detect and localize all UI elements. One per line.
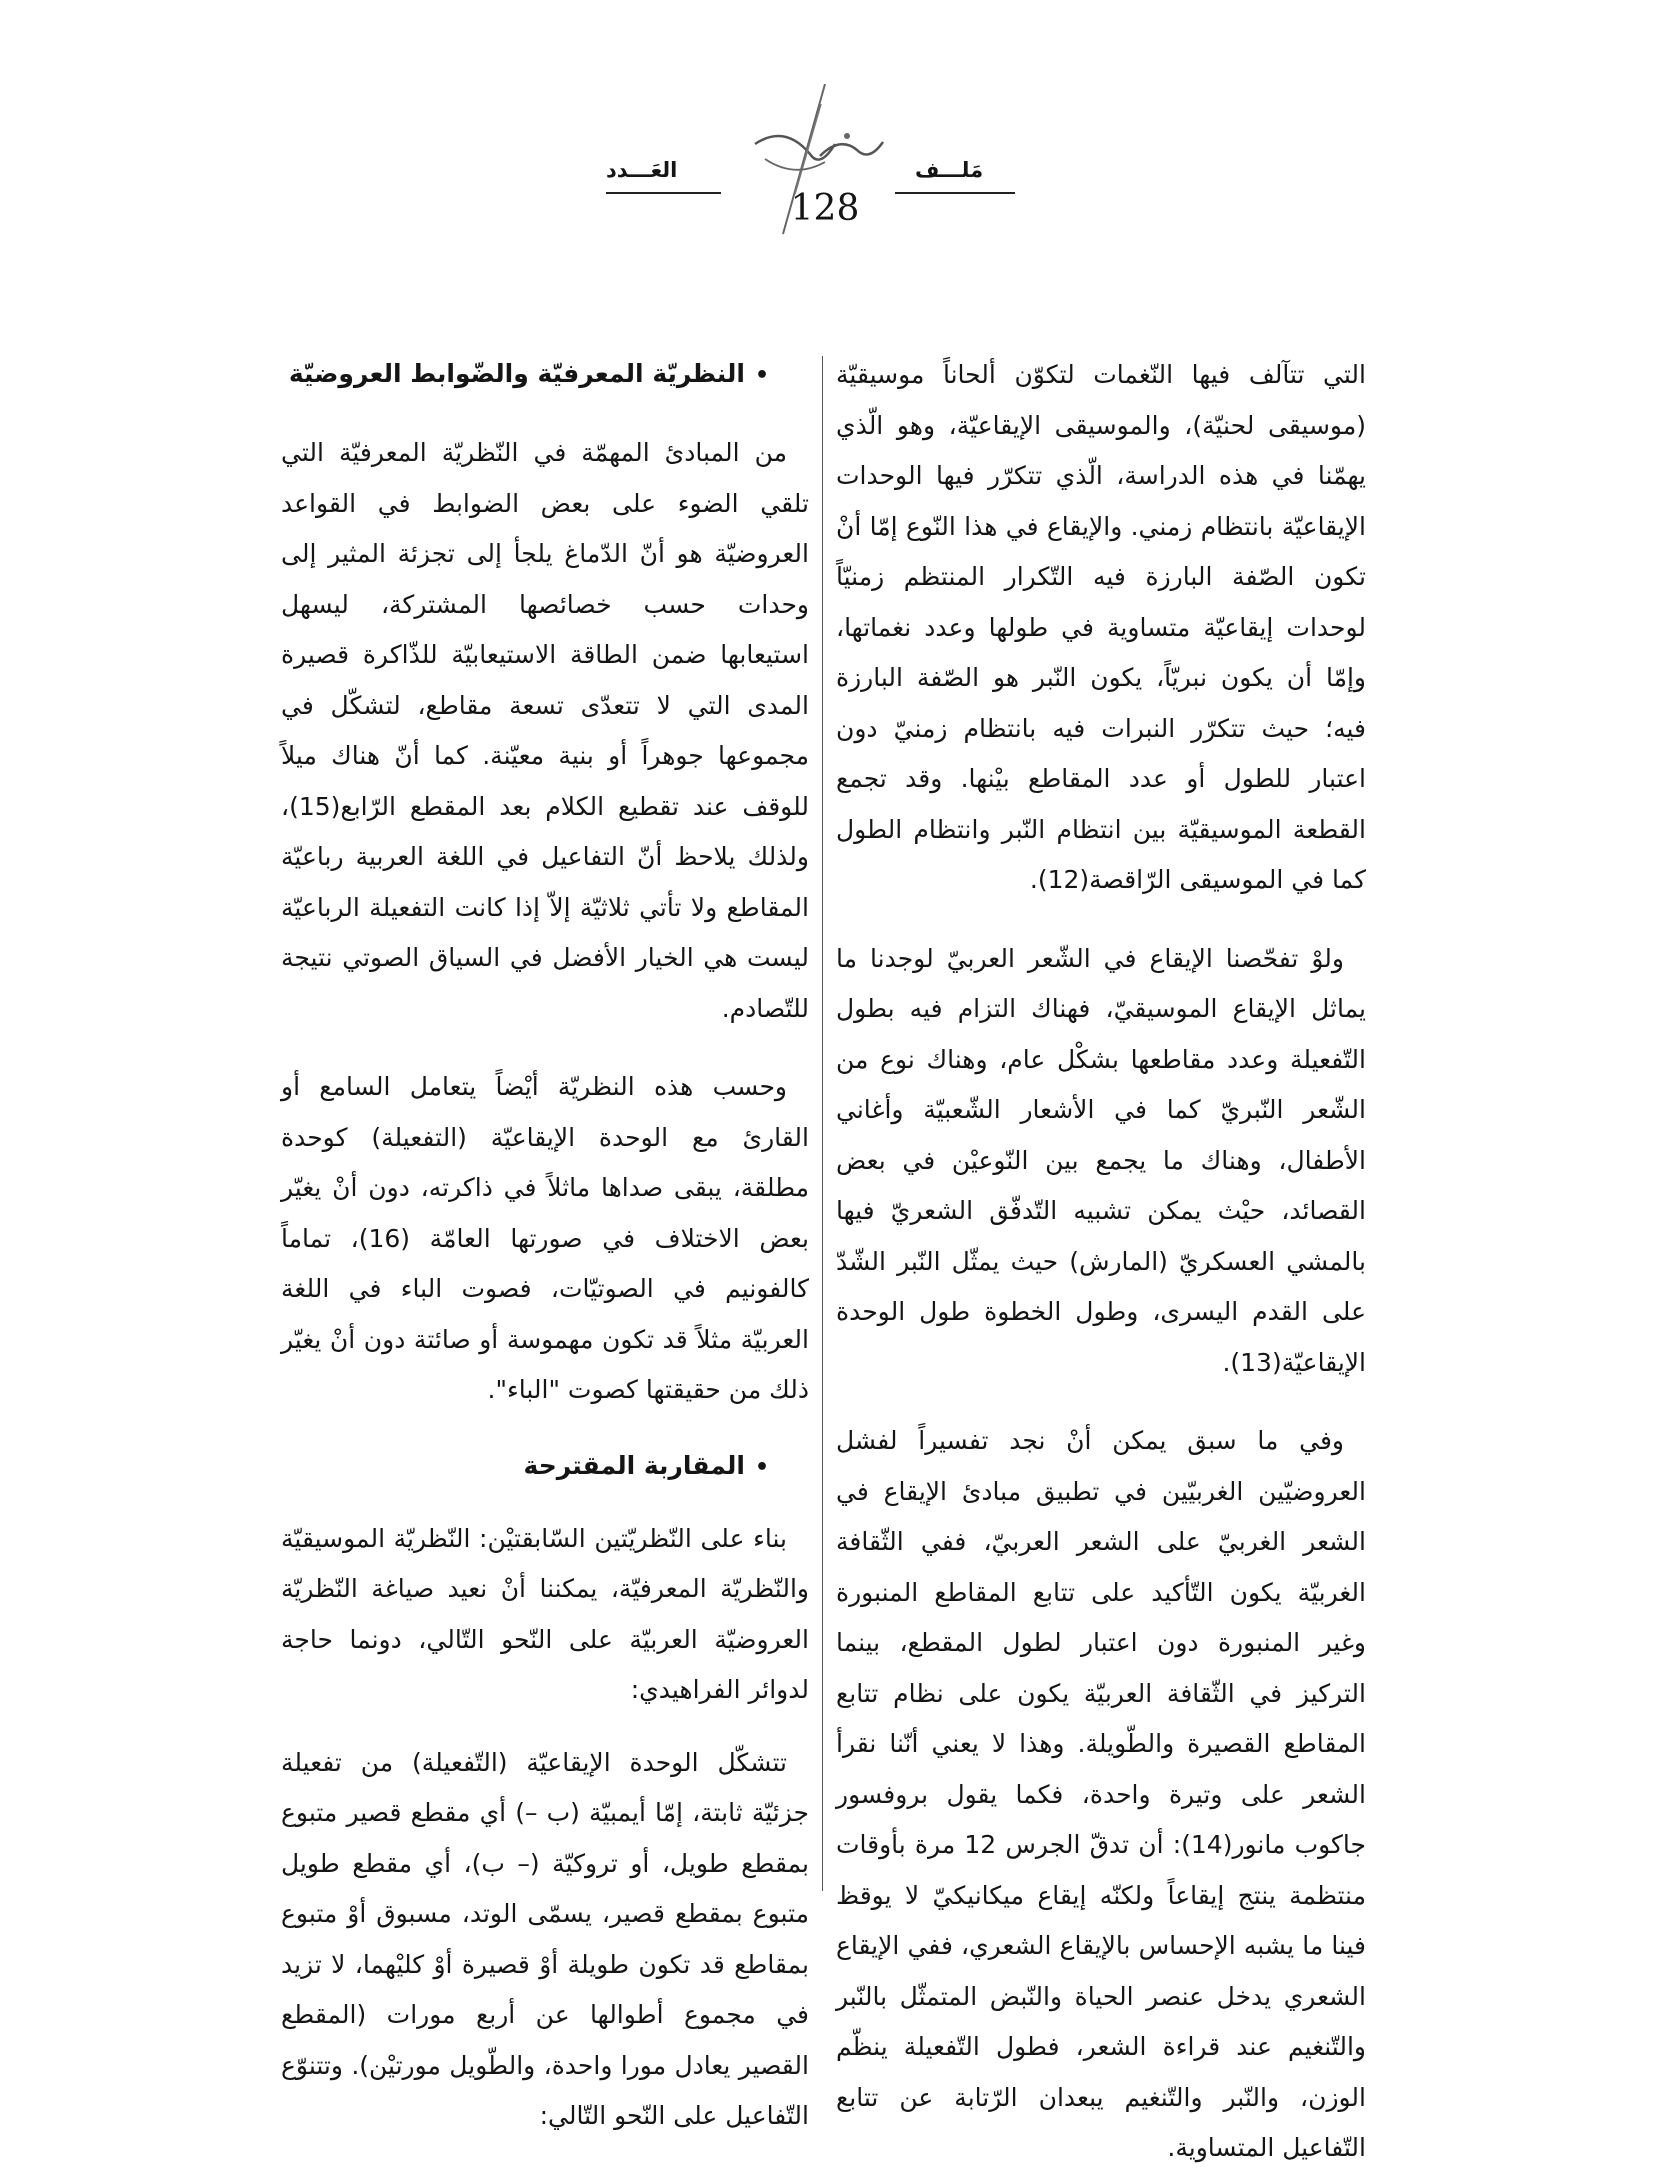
running-header bbox=[0, 80, 1654, 280]
right-column bbox=[836, 350, 1366, 2174]
left-column bbox=[281, 350, 809, 2142]
section-heading bbox=[281, 350, 809, 400]
paragraph: ولوْ تفحّصنا الإيقاع في الشّعر العربيّ لوجدنا ما يماثل الإيقاع الموسيقيّ، فهناك التزام فيه بطول التّفعيلة وعدد مقاطعها بشكْل عام، وهناك نوع من الشّعر النّبريّ كما في الأشعار الشّعبيّة وأغاني الأطفال، وهناك ما يجمع بين النّوعيْن في بعض القصائد، حيْث يمكن تشبيه التّدفّق الشعريّ فيها بالمشي العسكريّ (المارش) حيث يمثّل النّبر الشّدّ على القدم اليسرى، وطول الخطوة طول الوحدة الإيقاعيّة(13). bbox=[836, 943, 1366, 1377]
header-label-file: مَلـــف bbox=[915, 158, 984, 182]
paragraph: تتشكّل الوحدة الإيقاعيّة (التّفعيلة) من تفعيلة جزئيّة ثابتة، إمّا أيمبيّة (ب –) أي مقطع قصير متبوع بمقطع طويل، أو تروكيّة (– ب)، أي مقطع طويل متبوع بمقطع قصير، يسمّى الوتد، مسبوق أوْ متبوع بمقاطع قد تكون طويلة أوْ قصيرة أوْ كليْهما، لا تزيد في مجموع أطوالها عن أربع مورات (المقطع القصير يعادل مورا واحدة، والطّويل مورتيْن). وتتنوّع التّفاعيل على النّحو التّالي: bbox=[281, 1747, 809, 2130]
column-divider bbox=[822, 356, 823, 1891]
section-heading bbox=[281, 1442, 809, 1492]
paragraph: وحسب هذه النظريّة أيْضاً يتعامل السامع أو القارئ مع الوحدة الإيقاعيّة (التفعيلة) كوحدة مطلقة، يبقى صداها ماثلاً في ذاكرته، دون أنْ يغيّر بعض الاختلاف في صورتها العامّة (16)، تماماً كالفونيم في الصوتيّات، فصوت الباء في اللغة العربيّة مثلاً قد تكون مهموسة أو صائتة دون أنْ يغيّر ذلك من حقيقتها كصوت "الباء". bbox=[281, 1072, 809, 1404]
paragraph: التي تتآلف فيها النّغمات لتكوّن ألحاناً موسيقيّة (موسيقى لحنيّة)، والموسيقى الإيقاعيّة، وهو الّذي يهمّنا في هذه الدراسة، الّذي تتكرّر فيها الوحدات الإيقاعيّة بانتظام زمني. والإيقاع في هذا النّوع إمّا أنْ تكون الصّفة البارزة فيه التّكرار المنتظم زمنيّاً لوحدات إيقاعيّة متساوية في طولها وعدد نغماتها، وإمّا أن يكون نبريّاً، يكون النّبر هو الصّفة البارزة فيه؛ حيث تتكرّر النبرات فيه بانتظام زمنيّ دون اعتبار للطول أو عدد المقاطع بيْنها. وقد تجمع القطعة الموسيقيّة بين انتظام النّبر وانتظام الطول كما في الموسيقى الرّاقصة(12). bbox=[836, 360, 1366, 894]
section-heading-text: النظريّة المعرفيّة والضّوابط العروضيّة bbox=[288, 359, 745, 388]
bullet-icon: • bbox=[754, 1454, 769, 1480]
paragraph: بناء على النّظريّتين السّابقتيْن: النّظريّة الموسيقيّة والنّظريّة المعرفيّة، يمكننا أنْ نعيد صياغة النّظريّة العروضيّة العربيّة على النّحو التّالي، دونما حاجة لدوائر الفراهيدي: bbox=[281, 1523, 809, 1704]
paragraph: وفي ما سبق يمكن أنْ نجد تفسيراً لفشل العروضيّين الغربيّين في تطبيق مبادئ الإيقاع في الشعر الغربيّ على الشعر العربيّ، ففي الثّقافة الغربيّة يكون التّأكيد على تتابع المقاطع المنبورة وغير المنبورة دون اعتبار لطول المقطع، بينما التركيز في الثّقافة العربيّة يكون على نظام تتابع المقاطع القصيرة والطّويلة. وهذا لا يعني أنّنا نقرأ الشعر على وتيرة واحدة، فكما يقول بروفسور جاكوب مانور(14): أن تدقّ الجرس 12 مرة بأوقات منتظمة ينتج إيقاعاً ولكنّه إيقاع ميكانيكيّ لا يوقظ فينا ما يشبه الإحساس بالإيقاع الشعري، ففي الإيقاع الشعري يدخل عنصر الحياة والنّبض المتمثّل بالنّبر والتّنغيم عند قراءة الشعر، فطول التّفعيلة ينظّم الوزن، والنّبر والتّنغيم يبعدان الرّتابة عن تتابع التّفاعيل المتساوية. bbox=[836, 1426, 1366, 2162]
bullet-icon: • bbox=[754, 363, 769, 388]
header-label-issue: العَـــدد bbox=[606, 158, 678, 182]
header-rule-left bbox=[606, 192, 721, 194]
paragraph: من المبادئ المهمّة في النّظريّة المعرفيّة التي تلقي الضوء على بعض الضوابط في القواعد العروضيّة هو أنّ الدّماغ يلجأ إلى تجزئة المثير إلى وحدات حسب خصائصها المشتركة، ليسهل استيعابها ضمن الطاقة الاستيعابيّة للذّاكرة قصيرة المدى التي لا تتعدّى تسعة مقاطع، لتشكّل في مجموعها جوهراً أو بنية معيّنة. كما أنّ هناك ميلاً للوقف عند تقطيع الكلام بعد المقطع الرّابع(15)، ولذلك يلاحظ أنّ التفاعيل في اللغة العربية رباعيّة المقاطع ولا تأتي ثلاثيّة إلاّ إذا كانت التفعيلة الرباعيّة ليست هي الخيار الأفضل في السياق الصوتي نتيجة للتّصادم. bbox=[281, 438, 809, 1023]
section-heading-text: المقاربة المقترحة bbox=[523, 1450, 745, 1480]
header-rule-right bbox=[895, 192, 1015, 194]
page-number: 128 bbox=[790, 188, 860, 229]
